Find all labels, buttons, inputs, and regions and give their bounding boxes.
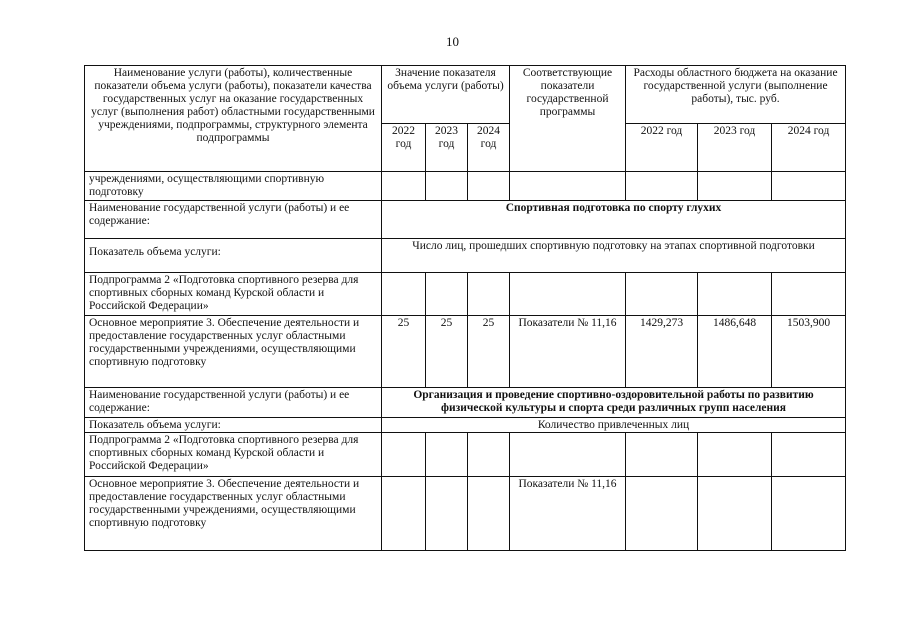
empty-cell	[510, 433, 626, 477]
page-number: 10	[446, 34, 459, 49]
table-row	[85, 201, 846, 239]
table-row	[85, 239, 846, 273]
indicators-cell: Показатели № 11,16	[510, 477, 626, 551]
expense-year-2023: 2023 год	[698, 124, 772, 172]
value-2024-cell: 25	[468, 316, 510, 388]
table-row	[85, 273, 846, 316]
expense-year-2024: 2024 год	[772, 124, 846, 172]
indicators-cell: Показатели № 11,16	[510, 316, 626, 388]
value-year-2024: 2024 год	[468, 124, 510, 172]
table-row	[85, 388, 846, 418]
value-year-2022: 2022 год	[382, 124, 426, 172]
empty-cell	[382, 477, 426, 551]
empty-cell	[510, 273, 626, 316]
volume-indicator-cell: Количество привлеченных лиц	[382, 418, 846, 433]
service-name-cell: Организация и проведение спортивно-оздоровительной работы по развитию физической культуры и спорта среди различных групп населения	[382, 388, 846, 418]
table-row	[85, 418, 846, 433]
empty-cell	[510, 172, 626, 201]
services-table	[84, 65, 846, 551]
empty-cell	[382, 273, 426, 316]
empty-cell	[426, 477, 468, 551]
row-name-cell: Основное мероприятие 3. Обеспечение деятельности и предоставление государственных услуг областными государственными учреждениями, осуществляющими спортивную подготовку	[85, 477, 382, 551]
row-name-cell: Наименование государственной услуги (работы) и ее содержание:	[85, 201, 382, 239]
header-row	[85, 66, 846, 124]
row-name-cell: Подпрограмма 2 «Подготовка спортивного резерва для спортивных сборных команд Курской области и Российской Федерации»	[85, 273, 382, 316]
empty-cell	[772, 172, 846, 201]
expense-2023-cell: 1486,648	[698, 316, 772, 388]
empty-cell	[626, 172, 698, 201]
row-name-cell: Основное мероприятие 3. Обеспечение деятельности и предоставление государственных услуг областными государственными учреждениями, осуществляющими спортивную подготовку	[85, 316, 382, 388]
row-name-cell: Подпрограмма 2 «Подготовка спортивного резерва для спортивных сборных команд Курской области и Российской Федерации»	[85, 433, 382, 477]
empty-cell	[382, 172, 426, 201]
empty-cell	[382, 433, 426, 477]
header-indicators-cell: Соответствующие показатели государственной программы	[510, 66, 626, 172]
header-expenses-cell: Расходы областного бюджета на оказание государственной услуги (выполнение работы), тыс. руб.	[626, 66, 846, 124]
row-name-cell: Показатель объема услуги:	[85, 418, 382, 433]
empty-cell	[468, 273, 510, 316]
empty-cell	[626, 273, 698, 316]
empty-cell	[626, 477, 698, 551]
table-row	[85, 172, 846, 201]
expense-year-2022: 2022 год	[626, 124, 698, 172]
empty-cell	[772, 433, 846, 477]
empty-cell	[426, 172, 468, 201]
empty-cell	[626, 433, 698, 477]
empty-cell	[426, 273, 468, 316]
volume-indicator-cell: Число лиц, прошедших спортивную подготовку на этапах спортивной подготовки	[382, 239, 846, 273]
empty-cell	[772, 273, 846, 316]
empty-cell	[772, 477, 846, 551]
table-row	[85, 433, 846, 477]
value-year-2023: 2023 год	[426, 124, 468, 172]
empty-cell	[698, 477, 772, 551]
empty-cell	[468, 477, 510, 551]
empty-cell	[468, 172, 510, 201]
value-2023-cell: 25	[426, 316, 468, 388]
row-name-cell: Наименование государственной услуги (работы) и ее содержание:	[85, 388, 382, 418]
table-row	[85, 477, 846, 551]
row-name-cell: учреждениями, осуществляющими спортивную подготовку	[85, 172, 382, 201]
header-value-cell: Значение показателя объема услуги (работы)	[382, 66, 510, 124]
empty-cell	[698, 433, 772, 477]
expense-2022-cell: 1429,273	[626, 316, 698, 388]
empty-cell	[426, 433, 468, 477]
service-name-cell: Спортивная подготовка по спорту глухих	[382, 201, 846, 239]
value-2022-cell: 25	[382, 316, 426, 388]
empty-cell	[698, 172, 772, 201]
header-name-cell: Наименование услуги (работы), количественные показатели объема услуги (работы), показатели качества государственных услуг на оказание государственных услуг (выполнения работ) областными государственными учреждениями, подпрограммы, структурного элемента подпрограммы	[85, 66, 382, 172]
empty-cell	[698, 273, 772, 316]
expense-2024-cell: 1503,900	[772, 316, 846, 388]
row-name-cell: Показатель объема услуги:	[85, 239, 382, 273]
table-row	[85, 316, 846, 388]
empty-cell	[468, 433, 510, 477]
